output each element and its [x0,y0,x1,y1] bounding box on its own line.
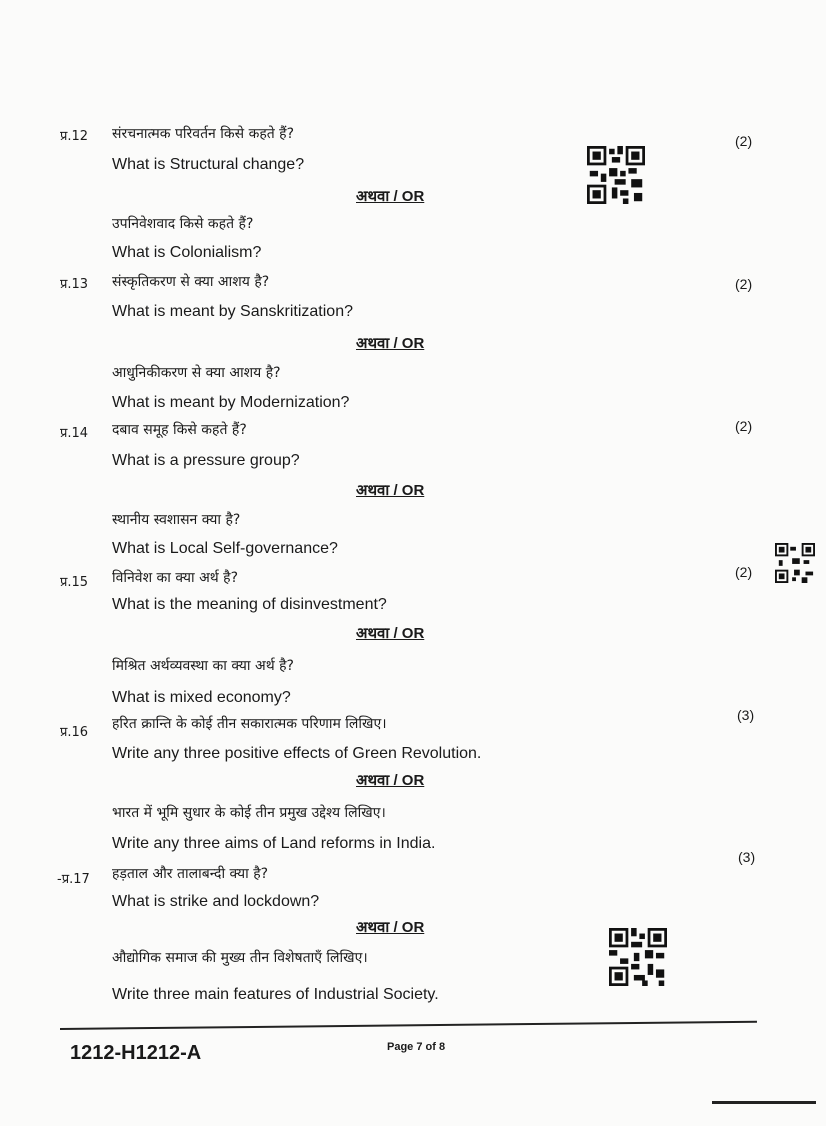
alternate-question-english: Write three main features of Industrial Society. [112,986,439,1003]
question-english: What is Structural change? [112,156,305,173]
question-marks: (2) [735,418,753,434]
question-english: What is meant by Sanskritization? [112,303,353,320]
question-marks: (2) [735,564,753,580]
or-label: अथवा / OR [356,335,425,352]
alternate-question-hindi: स्थानीय स्वशासन क्या है? [112,512,241,528]
question-number: प्र.16 [60,725,89,740]
qr-code-icon [609,928,667,986]
question-hindi: दबाव समूह किसे कहते हैं? [112,422,247,438]
alternate-question-hindi: मिश्रित अर्थव्यवस्था का क्या अर्थ है? [112,658,294,674]
or-label: अथवा / OR [356,625,425,642]
alternate-question-english: Write any three aims of Land reforms in India. [112,835,436,852]
footer-divider [60,1021,757,1030]
alternate-question-hindi: भारत में भूमि सुधार के कोई तीन प्रमुख उद्देश्य लिखिए। [112,805,386,821]
qr-code-icon [775,543,815,583]
question-hindi: संरचनात्मक परिवर्तन किसे कहते हैं? [112,126,295,142]
question-marks: (3) [738,849,756,865]
question-number: प्र.14 [60,426,89,441]
alternate-question-hindi: औद्योगिक समाज की मुख्य तीन विशेषताएँ लिखिए। [112,950,368,966]
question-number: प्र.12 [60,129,89,144]
or-label: अथवा / OR [356,919,425,936]
question-marks: (3) [737,707,755,723]
question-english: Write any three positive effects of Green Revolution. [112,745,482,762]
alternate-question-english: What is Colonialism? [112,244,262,261]
question-english: What is strike and lockdown? [112,893,320,910]
question-number: -प्र.17 [57,872,90,887]
question-hindi: विनिवेश का क्या अर्थ है? [112,570,239,586]
paper-code: 1212-H1212-A [70,1042,202,1064]
qr-code-icon [587,146,645,204]
or-label: अथवा / OR [356,482,425,499]
alternate-question-english: What is meant by Modernization? [112,394,350,411]
question-marks: (2) [735,133,753,149]
question-english: What is a pressure group? [112,452,300,469]
question-number: प्र.15 [60,575,89,590]
alternate-question-english: What is Local Self-governance? [112,540,338,557]
question-hindi: हरित क्रान्ति के कोई तीन सकारात्मक परिणाम लिखिए। [112,716,387,732]
question-hindi: हड़ताल और तालाबन्दी क्या है? [112,866,269,882]
alternate-question-hindi: आधुनिकीकरण से क्या आशय है? [112,365,281,381]
question-hindi: संस्कृतिकरण से क्या आशय है? [112,274,270,290]
scan-edge-mark [712,1101,816,1104]
or-label: अथवा / OR [356,772,425,789]
or-label: अथवा / OR [356,188,425,205]
alternate-question-hindi: उपनिवेशवाद किसे कहते हैं? [112,216,254,232]
page-number: Page 7 of 8 [387,1041,446,1053]
question-marks: (2) [735,276,753,292]
alternate-question-english: What is mixed economy? [112,689,291,706]
question-english: What is the meaning of disinvestment? [112,596,387,613]
question-number: प्र.13 [60,277,89,292]
